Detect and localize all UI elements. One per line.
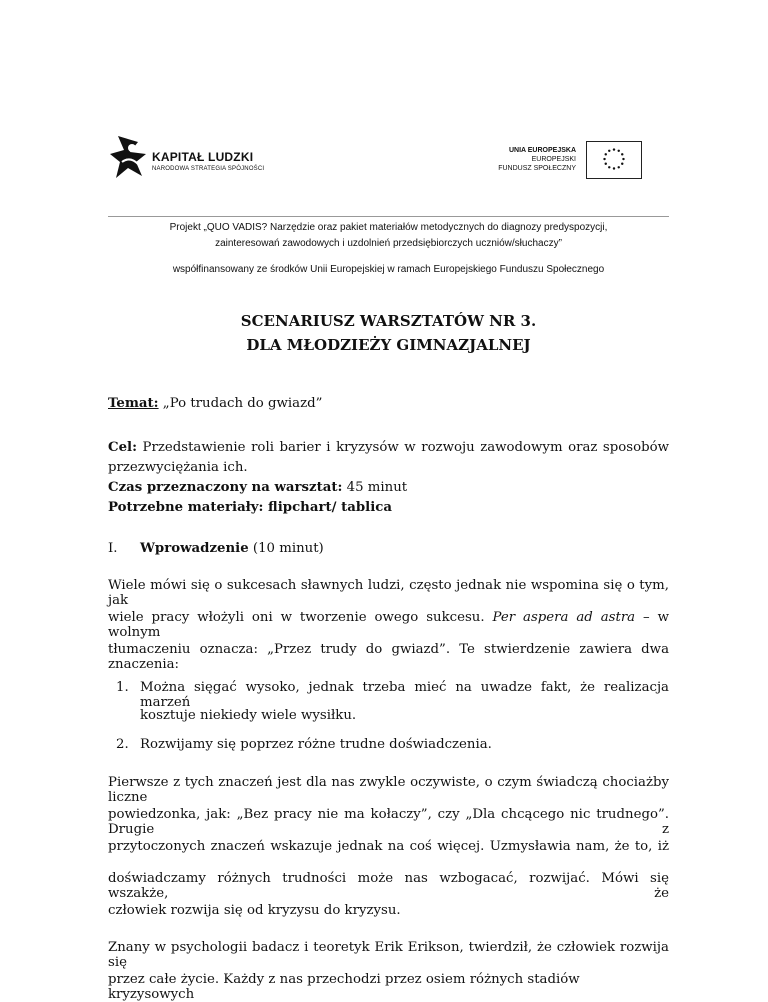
header-divider: [108, 216, 669, 217]
list-item-2-line1: Rozwijamy się poprzez różne trudne doświadczenia.: [140, 737, 492, 752]
czas-line: [108, 480, 669, 495]
cel-line1: [108, 440, 669, 455]
p1-line1: Wiele mówi się o sukcesach sławnych ludzi, często jednak nie wspomina się o tym, jak: [108, 578, 669, 608]
materialy-label: Potrzebne materiały: flipchart/ tablica: [108, 500, 392, 515]
czas-label: Czas przeznaczony na warsztat:: [108, 480, 343, 495]
temat-label: Temat:: [108, 396, 159, 411]
cofinanced-line: współfinansowany ze środków Unii Europejskiej w ramach Europejskiego Funduszu Społecznego: [172, 264, 605, 275]
project-line-1: Projekt „QUO VADIS? Narzędzie oraz pakiet materiałów metodycznych do diagnozy predyspozycji,: [169, 222, 608, 233]
p1-latin: Per aspera ad astra: [492, 610, 636, 625]
temat-line: [108, 396, 669, 411]
section-1-number: I.: [108, 541, 118, 556]
list-item-1-line1: Można sięgać wysoko, jednak trzeba mieć na uwadze fakt, że realizacja marzeń: [140, 680, 669, 710]
list-item-2-number: 2.: [116, 737, 129, 752]
p2-line1: Pierwsze z tych znaczeń jest dla nas zwykle oczywiste, o czym świadczą chociażby liczne: [108, 775, 669, 805]
cel-line2: przezwyciężania ich.: [108, 460, 248, 475]
ue-text: [470, 146, 576, 173]
list-item-1-cont: kosztuje niekiedy wiele wysiłku.: [140, 708, 357, 723]
p1-line2: [108, 610, 669, 640]
list-item-1: [116, 680, 669, 710]
ue-line1: UNIA EUROPEJSKA: [508, 147, 576, 154]
section-1-duration: (10 minut): [248, 541, 324, 556]
page-title-line2: DLA MŁODZIEŻY GIMNAZJALNEJ: [246, 336, 531, 354]
p3-line1: Znany w psychologii badacz i teoretyk Erik Erikson, twierdził, że człowiek rozwija się: [108, 940, 669, 970]
materialy-line: [108, 500, 669, 515]
list-item-1-number: 1.: [116, 680, 129, 695]
p2-line3: przytoczonych znaczeń wskazuje jednak na coś więcej. Uzmysławia nam, że to, iż: [108, 839, 669, 854]
kl-title: KAPITAŁ LUDZKI: [152, 150, 254, 164]
p1-line3: tłumaczeniu oznacza: „Przez trudy do gwiazd”. Te stwierdzenie zawiera dwa znaczenia:: [108, 642, 669, 672]
kl-subtitle: NARODOWA STRATEGIA SPÓJNOŚCI: [152, 166, 265, 172]
p3-line2: przez całe życie. Każdy z nas przechodzi przez osiem różnych stadiów kryzysowych: [108, 972, 580, 1002]
p1-line2-a: wiele pracy włożyli oni w tworzenie owego sukcesu.: [108, 610, 485, 625]
czas-value: 45 minut: [342, 480, 408, 495]
p2-line4: doświadczamy różnych trudności może nas wzbogacać, rozwijać. Mówi się wszakże, że: [108, 871, 669, 901]
ue-line2: EUROPEJSKI: [531, 156, 576, 163]
p2-line5: człowiek rozwija się od kryzysu do kryzysu.: [108, 903, 401, 918]
ue-line3: FUNDUSZ SPOŁECZNY: [498, 165, 576, 172]
kapital-ludzki-logo-icon: [108, 132, 156, 182]
p2-line2: powiedzonka, jak: „Bez pracy nie ma kołaczy”, czy „Dla chcącego nic trudnego”. Drugie z: [108, 807, 669, 837]
list-item-2: [116, 737, 669, 752]
temat-value: „Po trudach do gwiazd”: [158, 396, 323, 411]
cel-text1: Przedstawienie roli barier i kryzysów w rozwoju zawodowym oraz sposobów: [137, 440, 669, 455]
cel-label: Cel:: [108, 440, 138, 455]
eu-flag-icon: [586, 141, 642, 179]
page-title-line1: SCENARIUSZ WARSZTATÓW NR 3.: [240, 312, 537, 330]
section-1-title: Wprowadzenie: [140, 541, 249, 556]
project-line-2: zainteresowań zawodowych i uzdolnień przedsiębiorczych uczniów/słuchaczy”: [215, 238, 562, 249]
p1-line2-b: – w wolnym: [108, 610, 670, 640]
